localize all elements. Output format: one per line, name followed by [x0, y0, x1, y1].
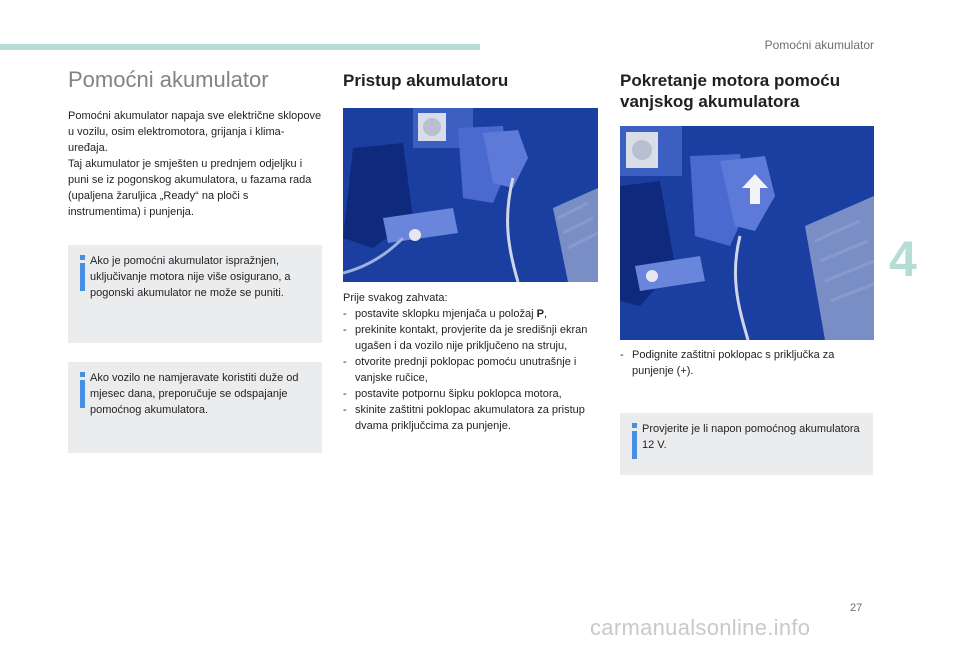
- step-text: postavite sklopku mjenjača u položaj: [355, 308, 537, 320]
- intro-paragraph: Taj akumulator je smješten u prednjem odjeljku i puni se iz pogonskog akumulatora, u fazama rada (upaljena žaruljica „Ready“ na ploči s instrumentima) i punjenja.: [68, 158, 312, 218]
- step-text: skinite zaštitni poklopac akumulatora za pristup dvama priključcima za punjenje.: [355, 404, 585, 432]
- intro-paragraph: Pomoćni akumulator napaja sve električne sklopove u vozilu, osim elektromotora, grijanja i klima-uređaja.: [68, 110, 322, 154]
- info-icon: [629, 423, 641, 459]
- page-number: 27: [850, 602, 863, 614]
- step-text: prekinite kontakt, provjerite da je središnji ekran ugašen i da vozilo nije priključeno na struju,: [355, 324, 588, 352]
- page-title: Pomoćni akumulator: [68, 67, 269, 92]
- step-list: [343, 306, 599, 434]
- info-icon: [77, 372, 89, 408]
- step-text-suffix: ,: [543, 308, 548, 320]
- step-list: [620, 347, 870, 379]
- note-text: Ako je pomoćni akumulator ispražnjen, uključivanje motora nije više osigurano, a pogonski akumulator ne može se puniti.: [90, 255, 291, 299]
- list-dash: -: [343, 388, 347, 400]
- charge-terminal-photo: [620, 126, 874, 340]
- intro-text: [68, 108, 324, 220]
- list-dash: -: [343, 356, 347, 368]
- list-dash: -: [620, 349, 624, 361]
- list-item: [620, 347, 870, 379]
- step-text: postavite potpornu šipku poklopca motora,: [355, 388, 562, 400]
- info-icon: [77, 255, 89, 291]
- battery-access-photo: [343, 108, 598, 282]
- list-item: [343, 306, 599, 322]
- access-instructions: [343, 290, 599, 434]
- list-dash: -: [343, 324, 347, 336]
- title-line: vanjskog akumulatora: [620, 92, 800, 111]
- list-dash: -: [343, 404, 347, 416]
- list-item: [343, 322, 599, 354]
- step-text: otvorite prednji poklopac pomoću unutrašnje i vanjske ručice,: [355, 356, 577, 384]
- info-note-discharged: [68, 245, 322, 343]
- info-note-long-storage: [68, 362, 322, 453]
- list-item: [343, 354, 599, 386]
- chapter-number: 4: [889, 231, 917, 287]
- title-line: Pokretanje motora pomoću: [620, 71, 841, 90]
- step-text: Podignite zaštitni poklopac s priključka za punjenje (+).: [632, 349, 835, 377]
- watermark: carmanualsonline.info: [590, 615, 811, 640]
- section-title-access: Pristup akumulatoru: [343, 71, 509, 90]
- running-title: Pomoćni akumulator: [764, 38, 874, 52]
- step-bold: P: [536, 308, 544, 320]
- list-item: [343, 402, 599, 434]
- list-dash: -: [343, 308, 347, 320]
- lead-text: Prije svakog zahvata:: [343, 292, 448, 304]
- section-title-jump-start: [620, 70, 840, 112]
- info-note-voltage: [620, 413, 873, 475]
- jump-start-instructions: [620, 347, 870, 379]
- list-item: [343, 386, 599, 402]
- note-text: Ako vozilo ne namjeravate koristiti duže od mjesec dana, preporučuje se odspajanje pomoćnog akumulatora.: [90, 372, 299, 416]
- header-accent-bar: [0, 44, 480, 50]
- note-text: Provjerite je li napon pomoćnog akumulatora 12 V.: [642, 423, 860, 451]
